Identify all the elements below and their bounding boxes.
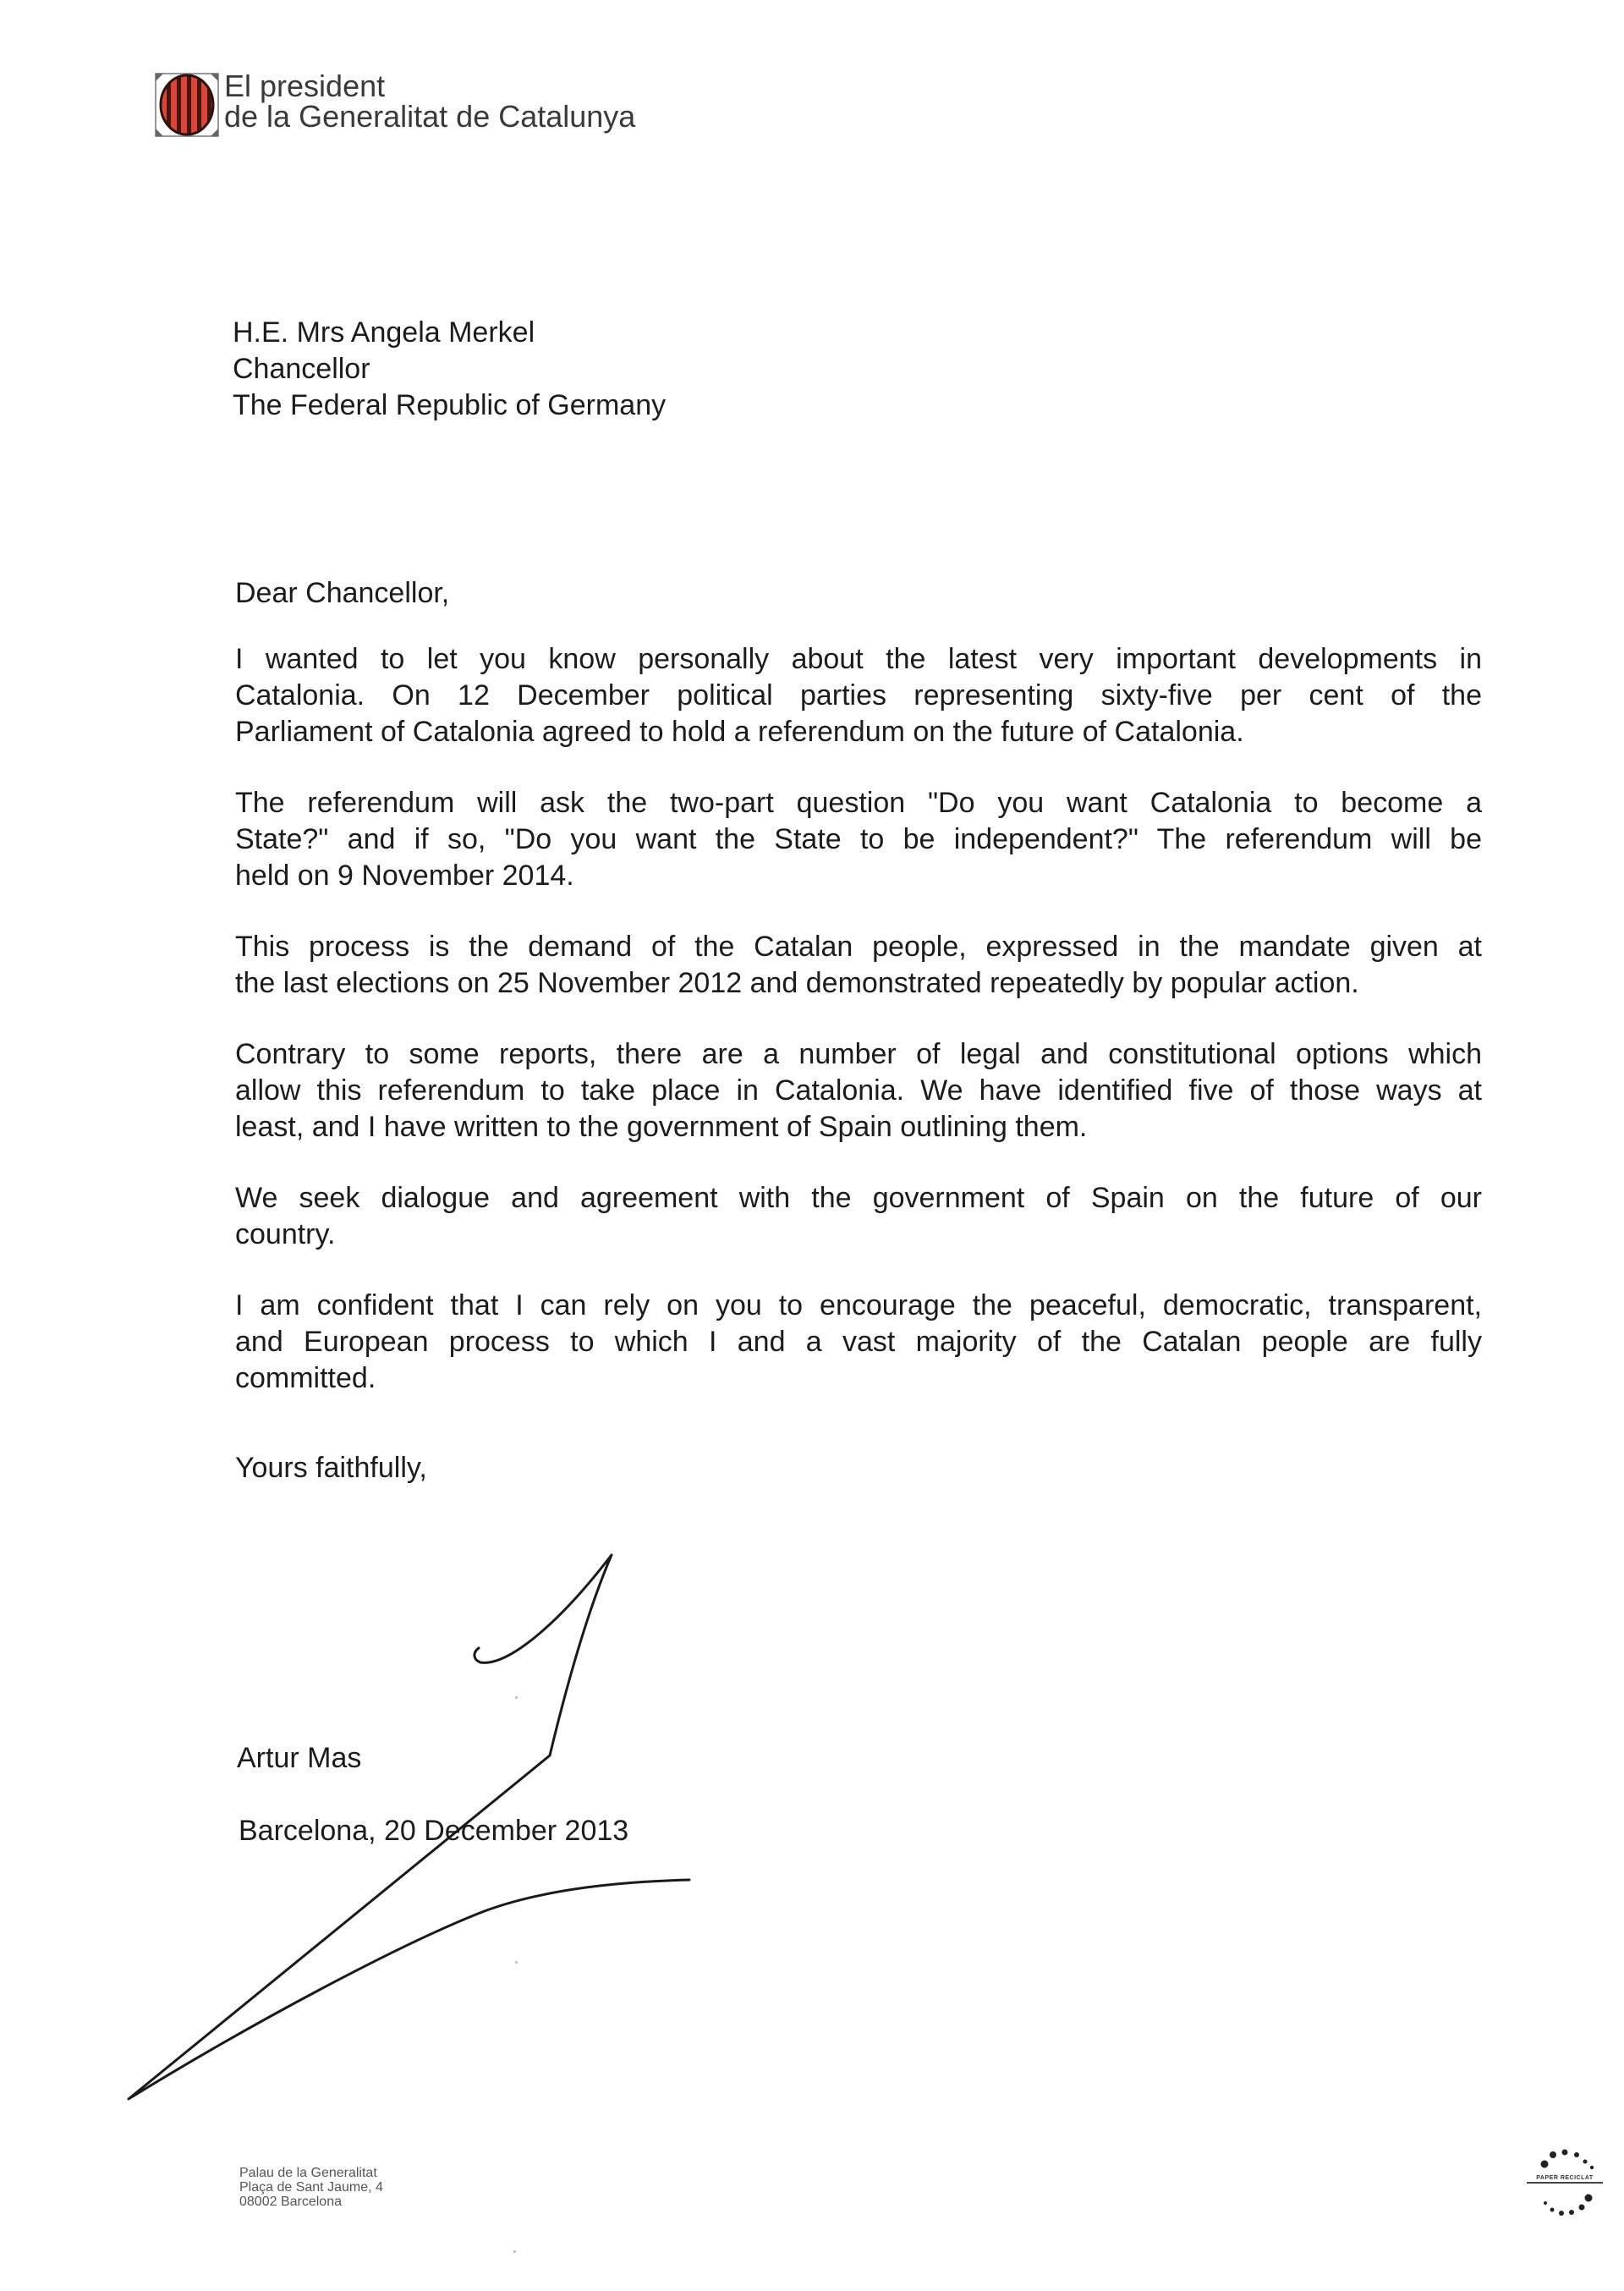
stamp-label: PAPER RECICLAT	[1527, 2175, 1603, 2184]
salutation: Dear Chancellor,	[235, 577, 450, 609]
paragraph	[235, 1180, 1482, 1253]
scan-speck	[515, 1961, 518, 1964]
paragraph-line: Catalonia. On 12 December political parties representing sixty-five per cent of the	[235, 679, 1482, 711]
footer-line-1: Palau de la Generalitat	[239, 2166, 377, 2180]
letterhead-line-2: de la Generalitat de Catalunya	[224, 99, 636, 134]
paragraph-line: Contrary to some reports, there are a number of legal and constitutional options which	[235, 1038, 1482, 1070]
paragraph-line: the last elections on 25 November 2012 and demonstrated repeatedly by popular action.	[235, 967, 1359, 999]
paragraph-line: State?" and if so, "Do you want the State to be independent?" The referendum will be	[235, 823, 1482, 855]
paragraph-line: committed.	[235, 1362, 376, 1394]
catalan-senyera-shield-icon	[155, 73, 219, 137]
paragraph-line: and European process to which I and a vast majority of the Catalan people are fully	[235, 1326, 1482, 1358]
scan-speck	[513, 2250, 516, 2253]
paragraph	[235, 641, 1482, 750]
recipient-title: Chancellor	[233, 353, 370, 385]
paragraph	[235, 929, 1482, 1002]
paragraph-line: allow this referendum to take place in Catalonia. We have identified five of those ways at	[235, 1074, 1482, 1107]
recipient-name: H.E. Mrs Angela Merkel	[233, 316, 535, 349]
paragraph-line: I wanted to let you know personally about the latest very important developments in	[235, 643, 1482, 675]
letter-body	[235, 641, 1482, 1431]
letterhead-title	[224, 71, 635, 132]
footer-address	[239, 2166, 383, 2209]
paragraph	[235, 1288, 1482, 1397]
place-and-date: Barcelona, 20 December 2013	[239, 1815, 629, 1847]
paragraph-line: This process is the demand of the Catalan people, expressed in the mandate given at	[235, 931, 1482, 963]
paragraph	[235, 785, 1482, 894]
paragraph-line: country.	[235, 1218, 336, 1250]
letterhead-line-1: El president	[224, 69, 386, 103]
paragraph-line: I am confident that I can rely on you to encourage the peaceful, democratic, transparent,	[235, 1289, 1482, 1321]
scan-speck	[515, 1696, 518, 1699]
footer-line-2: Plaça de Sant Jaume, 4	[239, 2180, 383, 2195]
footer-line-3: 08002 Barcelona	[239, 2195, 342, 2209]
paragraph-line: held on 9 November 2014.	[235, 860, 574, 892]
recipient-address	[233, 315, 666, 424]
paragraph-line: The referendum will ask the two-part question "Do you want Catalonia to become a	[235, 787, 1482, 819]
paragraph	[235, 1036, 1482, 1146]
paragraph-line: least, and I have written to the government of Spain outlining them.	[235, 1111, 1088, 1143]
paragraph-line: We seek dialogue and agreement with the government of Spain on the future of our	[235, 1182, 1482, 1214]
complimentary-close: Yours faithfully,	[235, 1452, 427, 1484]
paragraph-line: Parliament of Catalonia agreed to hold a referendum on the future of Catalonia.	[235, 716, 1244, 748]
recipient-country: The Federal Republic of Germany	[233, 389, 667, 421]
signer-name: Artur Mas	[237, 1742, 362, 1774]
